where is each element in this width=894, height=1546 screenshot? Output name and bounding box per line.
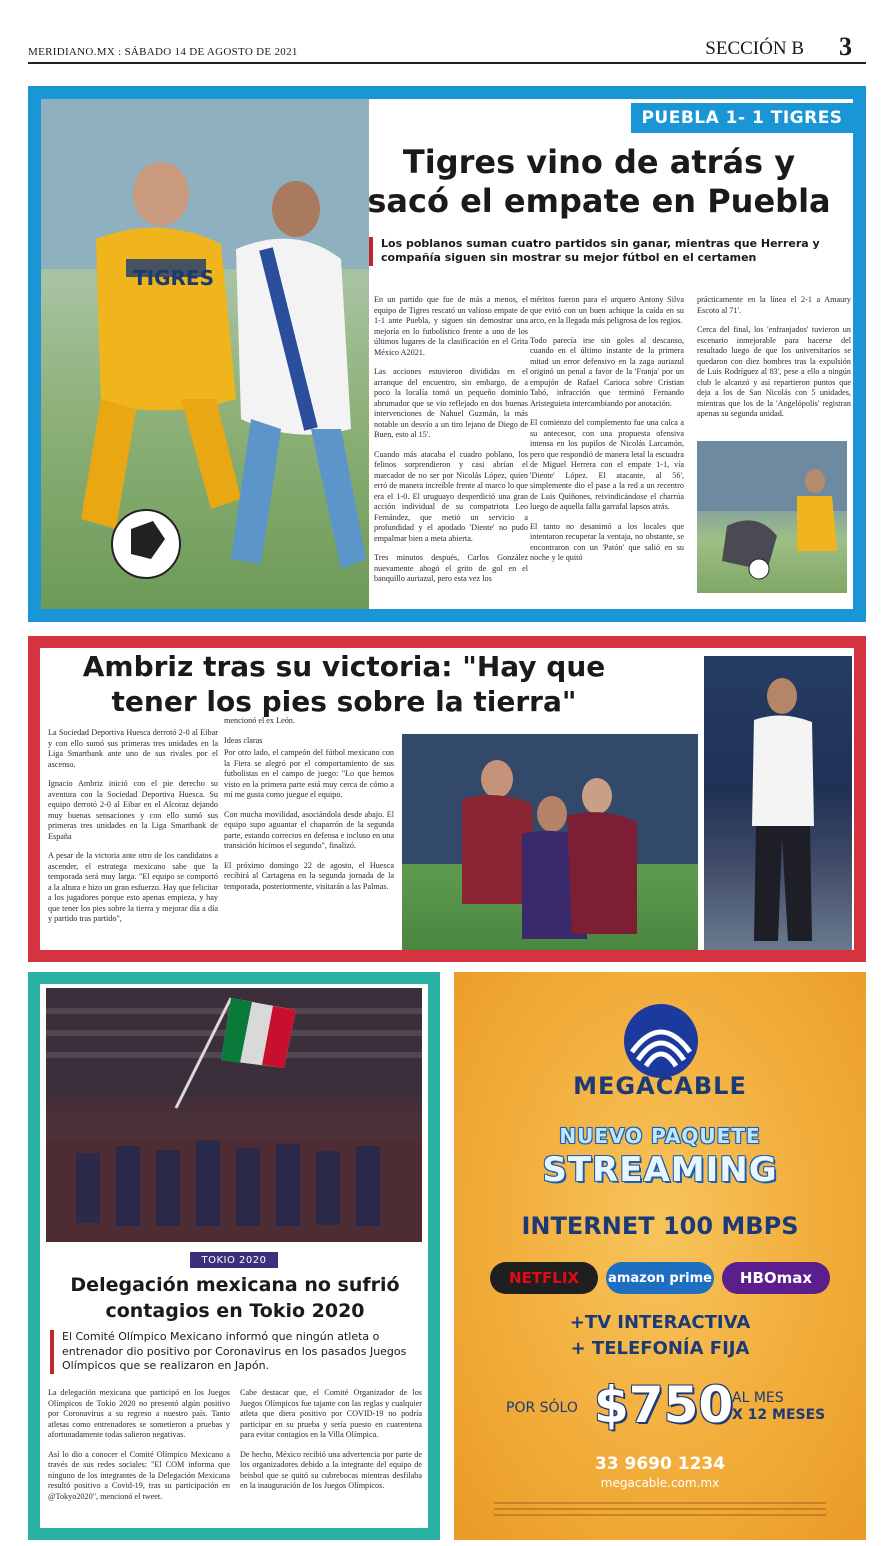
ad-telefonia: + TELEFONÍA FIJA [570, 1338, 750, 1359]
paragraph: prácticamente en la línea el 2-1 a Amaury Escoto al 71'. [697, 295, 851, 315]
ad-term [732, 1390, 825, 1424]
coach-illustration [704, 656, 852, 950]
paragraph: La Sociedad Deportiva Huesca derrotó 2-0 al Eibar y con ello sumó sus primeras tres unidades en la Liga Smartbank ante uno de sus rivales por el ascenso. [48, 728, 218, 769]
ad-streaming: STREAMING [542, 1150, 778, 1190]
article-column-2 [530, 295, 684, 605]
article-column-2 [224, 716, 394, 950]
paragraph: El tanto no desanimó a los locales que intentaron recuperar la ventaja, no obstante, se encontraron con un 'Patón' que salió en su noche y le quitó [530, 521, 684, 562]
header-date: MERIDIANO.MX : SÁBADO 14 DE AGOSTO DE 2021 [28, 46, 298, 58]
paragraph: Así lo dio a conocer el Comité Olímpico Mexicano a través de sus redes sociales: "El COM informa que ninguno de los integrantes de la Delegación Mexicana resultó positivo a Covid-19, tras su participación en @Tokyo2020", mencionó el tweet. [48, 1449, 230, 1501]
flag-bearer-illustration [46, 988, 422, 1242]
paragraph: De hecho, México recibió una advertencia por parte de los organizadores debido a la integrante del equipo de beisbol que se quitó su cubrebocas mientras desfilaba en la inauguración de los Juegos Olímpicos. [240, 1449, 422, 1490]
megacable-advertisement [454, 972, 866, 1540]
article-headline: Tigres vino de atrás y sacó el empate en Puebla [367, 143, 831, 221]
ad-brand: MEGACABLE [573, 1072, 747, 1100]
paragraph: En un partido que fue de más a menos, el equipo de Tigres rescató un valioso empate de 1-1 ante Puebla, y siguen sin demostrar una mejoría en lo futbolístico frente a uno de los últimos lugares de la clasificación en el Grita México A2021. [374, 295, 528, 357]
ad-nuevo-paquete: NUEVO PAQUETE [559, 1124, 761, 1148]
subheading: Ideas claras [224, 735, 263, 745]
page-number: 3 [839, 32, 852, 61]
paragraph: Las acciones estuvieron divididas en el arranque del encuentro, sin embargo, de a poco la localía tomó un pequeño dominio abrumador que se vio reflejado en dos buenas intervenciones de Nahuel Guzmán, la más notable un desvío a un tiro lejano de Diego de Buen, esto al 15'. [374, 367, 528, 439]
article-tag: PUEBLA 1- 1 TIGRES [631, 103, 853, 133]
article-puebla-tigres [28, 86, 866, 622]
ad-streaming-services [490, 1262, 830, 1296]
paragraph: A pesar de la victoria ante otro de los candidatos a ascender, el estratega mexicano sabe que la temporada será muy larga. "El equipo se comportó a la altura e hizo un gran esfuerzo. Hay que felicitar a los jugadores porque esto apenas empieza, y hay que tener los pies sobre la tierra y mejorar día a día y partido tras partido", [48, 851, 218, 923]
article-headline: Delegación mexicana no sufrió contagios en Tokio 2020 [70, 1274, 400, 1323]
article-tokio [28, 972, 440, 1540]
paragraph: Todo parecía irse sin goles al descanso, cuando en el último instante de la primera mitad un error defensivo en la zaga auriazul originó un penal a favor de la 'Franja' por un empujón de Rafael Carioca sobre Cristian Tabó, infracción que terminó Fernando Aristeguieta intercambiando por anotación. [530, 335, 684, 408]
megacable-logo-icon [622, 1002, 700, 1080]
paragraph: Cabe destacar que, el Comité Organizador de los Juegos Olímpicos fue tajante con las reglas y cualquier atleta que diera positivo por COVID-19 no podría participar en su prueba y sería puesto en cuarentena para evitar contagios en la Villa Olímpica. [240, 1388, 422, 1439]
hbomax-badge: HBOmax [722, 1262, 830, 1294]
paragraph: Tres minutos después, Carlos González nuevamente ahogó el grito de gol en el banquillo auriazul, pero esta vez los [374, 553, 528, 583]
ad-phone: 33 9690 1234 [594, 1454, 726, 1474]
paragraph: La delegación mexicana que participó en los Juegos Olímpicos de Tokio 2020 no presentó algún positivo por Coronavirus a su regreso a nuestro país. Tanto atletas como entrenadores se sometieron a pruebas y afortunadamente todas salieron negativas. [48, 1388, 230, 1439]
paragraph: Con mucha movilidad, asociándola desde abajo. El equipo supo aguantar el chaparrón de la segunda parte, estando correctos en defensa e incluso en una transición hicimos el segundo", finalizó. [224, 809, 394, 850]
ad-al-mes: AL MES [732, 1390, 784, 1406]
goalkeeper-save-photo [697, 441, 847, 593]
article-column-1 [374, 295, 528, 605]
paragraph: Por otro lado, el campeón del fútbol mexicano con la Fiera se alegró por el comportamiento de sus futbolistas en el campo de juego: "Lo que hemos visto en la primera parte está muy cerca de cómo a mí me gusta como juegue el equipo. [224, 748, 394, 799]
amazon-prime-badge: amazon prime [606, 1262, 714, 1294]
paragraph: El próximo domingo 22 de agosto, el Huesca recibirá al Cartagena en la segunda jornada de la temporada, posteriormente, visitarán a las Palmas. [224, 860, 394, 891]
article-deck: Los poblanos suman cuatro partidos sin ganar, mientras que Herrera y compañía siguen sin mostrar su mejor fútbol en el certamen [369, 237, 839, 266]
soccer-players-illustration [41, 99, 369, 609]
paragraph: Cuando más atacaba el cuadro poblano, los felinos sorprendieron y casi abrían el marcador de no ser por Nicolás López, quien erró de manera increíble frente al marco lo que era el 1-0. El uruguayo desperdició una gran acción individual de su compatriota Leo Fernández, que metió un servicio a profundidad y el apodado 'Diente' no pudo empalmar bien a meta abierta. [374, 449, 528, 543]
article-ambriz [28, 636, 866, 962]
article-deck: El Comité Olímpico Mexicano informó que ningún atleta o entrenador dio positivo por Coronavirus en los pasados Juegos Olímpicos que se realizaron en Japón. [50, 1330, 422, 1374]
goalkeeper-illustration [697, 441, 847, 593]
players-celebrating-photo [402, 734, 698, 950]
page-header [28, 34, 866, 64]
olympic-flag-bearer-photo [46, 988, 422, 1242]
ad-por-solo: POR SÓLO [506, 1400, 578, 1416]
header-section: SECCIÓN B [705, 38, 804, 59]
ad-fine-print [494, 1502, 826, 1524]
paragraph: Cerca del final, los 'enfranjados' tuvieron un escenario inmejorable para hacerse del resultado luego de que los universitarios se quedaron con diez hombres tras la expulsión de Luis Rodríguez al 83', pese a ello a ningún club le alcanzó y así repartieron puntos que deja a los de San Nicolás con 5 unidades, mientras que los de la 'Angelópolis' registran apenas su segunda unidad. [697, 325, 851, 418]
ad-internet: INTERNET 100 MBPS [521, 1212, 799, 1240]
ad-meses: X 12 MESES [732, 1406, 826, 1423]
netflix-badge: NETFLIX [490, 1262, 598, 1294]
paragraph: mencionó el ex León. [224, 716, 295, 725]
paragraph: El comienzo del complemento fue una calca a su antecesor, con una propuesta ofensiva intensa en los pupilos de Nicolás Larcamón, pero que respondió de manera letal la escuadra de Miguel Herrera con el empate 1-1, vía 'Diente' López. El atacante, al 56', simplemente dio el pase a la red a un recentro de Luis Quiñones, reivindicándose el charrúa luego de aquella falla garrafal lapsos atrás. [530, 418, 684, 511]
article-column-1 [48, 1388, 230, 1536]
article-headline: Ambriz tras su victoria: "Hay que tener los pies sobre la tierra" [82, 650, 606, 718]
coach-sideline-photo [704, 656, 852, 950]
article-column-1 [48, 728, 218, 948]
celebration-illustration [402, 734, 698, 950]
ad-website: megacable.com.mx [600, 1476, 720, 1490]
soccer-players-photo [41, 99, 369, 609]
ad-tv-interactiva: +TV INTERACTIVA [569, 1312, 751, 1333]
article-tag: TOKIO 2020 [190, 1252, 278, 1268]
article-column-3 [697, 295, 851, 445]
svg-text:TIGRES: TIGRES [133, 266, 214, 290]
article-column-2 [240, 1388, 422, 1536]
paragraph: méritos fueron para el arquero Antony Silva que evitó con un buen achique la caída en su arco, en la llegada más peligrosa de los regios. [530, 295, 684, 325]
paragraph: Ignacio Ambriz inició con el pie derecho su aventura con la Sociedad Deportiva Huesca. Su equipo derrotó 2-0 al Eibar en el Alcoraz dejando muy buenas sensaciones y con ello sumó sus primeras tres unidades en la Liga Smartbank de España [48, 779, 218, 841]
ad-price: $750 [594, 1376, 734, 1434]
